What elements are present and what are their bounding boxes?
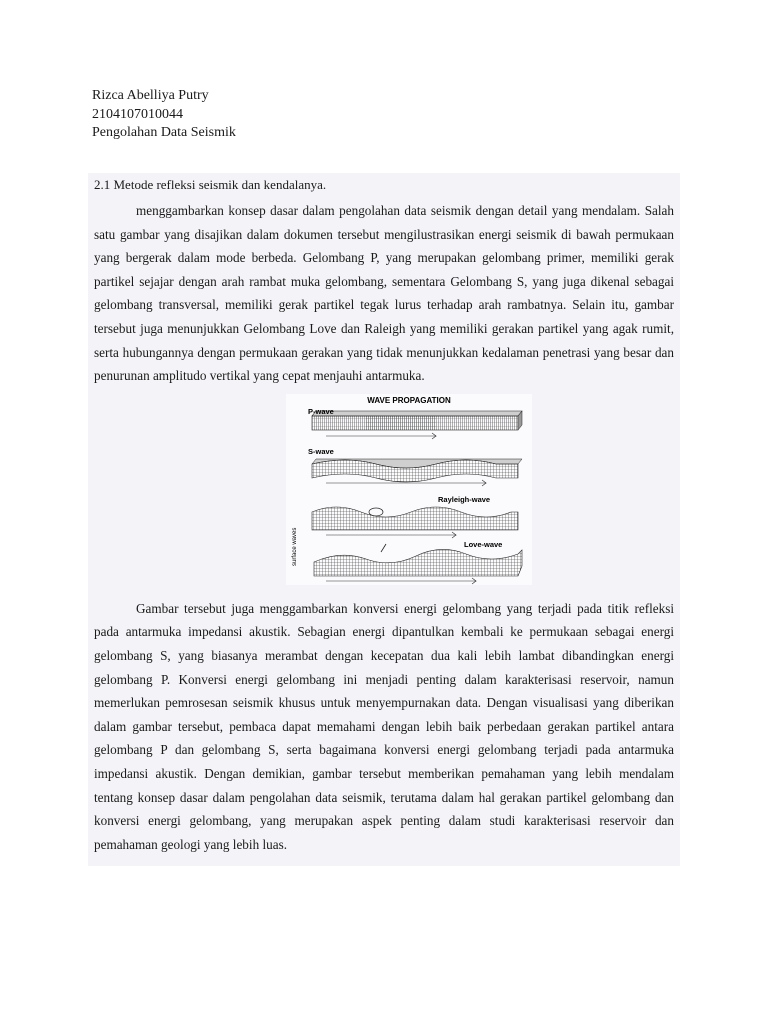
wave-propagation-figure	[286, 394, 532, 585]
wave-propagation-diagram	[286, 394, 532, 585]
author-name: Rizca Abelliya Putry	[92, 88, 209, 103]
document-header	[92, 87, 236, 143]
rayleigh-wave-label: Rayleigh-wave	[438, 494, 491, 504]
paragraph-2: Gambar tersebut juga menggambarkan konversi energi gelombang yang terjadi pada titik refleksi pada antarmuka impedansi akustik. Sebagian energi dipantulkan kembali ke permukaan sebagai energi gelombang S, yang biasanya merambat dengan kecepatan dua kali lebih lambat dibandingkan energi gelombang P. Konversi energi gelombang ini menjadi penting dalam karakterisasi reservoir, namun memerlukan pemrosesan seismik khusus untuk menyempurnakan data. Dengan visualisasi yang diberikan dalam gambar tersebut, pembaca dapat memahami dengan lebih baik perbedaan gerakan partikel antara gelombang P dan gelombang S, serta bagaimana konversi energi gelombang terjadi pada antarmuka impedansi akustik. Dengan demikian, gambar tersebut memberikan pemahaman yang lebih mendalam tentang konsep dasar dalam pengolahan data seismik, terutama dalam hal gerakan partikel gelombang dan konversi energi gelombang, yang merupakan aspek penting dalam studi karakterisasi reservoir dan pemahaman geologi yang lebih luas.	[94, 600, 674, 852]
p-wave-block	[312, 411, 522, 439]
course-name: Pengolahan Data Seismik	[92, 125, 236, 140]
s-wave-block	[312, 459, 522, 486]
figure-title: WAVE PROPAGATION	[367, 395, 451, 405]
p-wave-label: P-wave	[308, 406, 334, 416]
s-wave-label: S-wave	[308, 446, 334, 456]
love-wave-block	[314, 544, 522, 584]
love-wave-label: Love-wave	[464, 539, 503, 549]
student-id: 2104107010044	[92, 106, 183, 122]
paragraph-1: menggambarkan konsep dasar dalam pengolahan data seismik dengan detail yang mendalam. Salah satu gambar yang disajikan dalam dokumen tersebut mengilustrasikan energi seismik di bawah permukaan yang bergerak dalam mode berbeda. Gelombang P, yang merupakan gelombang primer, memiliki gerak partikel sejajar dengan arah rambat muka gelombang, sementara Gelombang S, yang juga dikenal sebagai gelombang transversal, memiliki gerak partikel tegak lurus terhadap arah rambatnya. Selain itu, gambar tersebut juga menunjukkan Gelombang Love dan Raleigh yang memiliki gerakan partikel yang agak rumit, serta hubungannya dengan permukaan gerakan yang tidak menunjukkan kedalaman penetrasi yang besar dan penurunan amplitudo vertikal yang cepat menjauhi antarmuka.	[94, 203, 674, 384]
section-body	[88, 173, 680, 866]
surface-waves-label: surface waves	[292, 527, 298, 566]
rayleigh-wave-block	[312, 507, 518, 538]
section-title: 2.1 Metode refleksi seismik dan kendalanya.	[94, 177, 327, 192]
